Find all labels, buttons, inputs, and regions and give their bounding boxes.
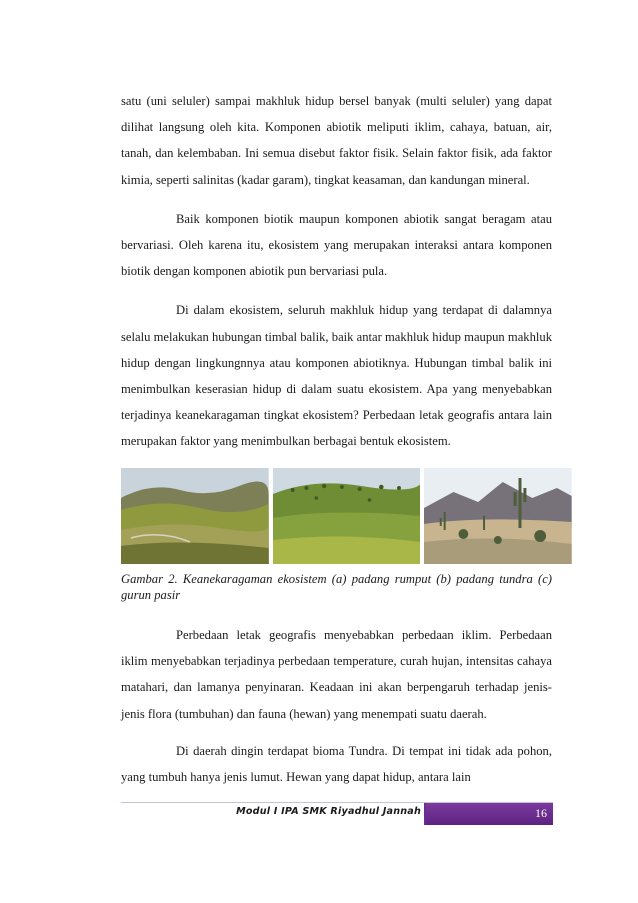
paragraph-5: Di daerah dingin terdapat bioma Tundra. Di tempat ini tidak ada pohon, yang tumbuh hanya jenis lumut. Hewan yang dapat hidup, antara lain	[121, 743, 552, 785]
page-number: 16	[535, 806, 547, 820]
paragraph-3: Di dalam ekosistem, seluruh makhluk hidup yang terdapat di dalamnya selalu melakukan hubungan timbal balik, baik antar makhluk hidup maupun makhluk hidup dengan lingkungnnya atau komponen abiotiknya. Hubungan timbal balik ini menimbulkan keserasian hidup di dalam suatu ekosistem. Apa yang menyebabkan terjadinya keanekaragaman tingkat ekosistem? Perbedaan letak geografis antara lain merupakan faktor yang menimbulkan berbagai bentuk ekosistem.	[121, 303, 552, 449]
desert-photo	[424, 468, 572, 564]
grassland-photo	[121, 468, 269, 564]
footer-page-box	[426, 803, 553, 825]
paragraph-1: satu (uni seluler) sampai makhluk hidup bersel banyak (multi seluler) yang dapat dilihat langsung oleh kita. Komponen abiotik meliputi iklim, cahaya, batuan, air, tanah, dan kelembaban. Ini semua disebut faktor fisik. Selain faktor fisik, ada faktor kimia, seperti salinitas (kadar garam), tingkat keasaman, dan kandungan mineral.	[121, 94, 552, 187]
paragraph-4: Perbedaan letak geografis menyebabkan perbedaan iklim. Perbedaan iklim menyebabkan terjadinya perbedaan temperature, curah hujan, intensitas cahaya matahari, dan lamanya penyinaran. Keadaan ini akan berpengaruh terhadap jenis-jenis flora (tumbuhan) dan fauna (hewan) yang menempati suatu daerah.	[121, 628, 552, 721]
body-text-top	[121, 88, 552, 455]
body-text-bottom	[121, 622, 552, 790]
footer-module-title: Modul I IPA SMK Riyadhul Jannah	[236, 806, 421, 817]
figure-caption: Gambar 2. Keanekaragaman ekosistem (a) padang rumput (b) padang tundra (c) gurun pasir	[121, 572, 552, 602]
page-footer	[121, 802, 553, 827]
tundra-photo	[273, 468, 421, 564]
paragraph-2: Baik komponen biotik maupun komponen abiotik sangat beragam atau bervariasi. Oleh karena itu, ekosistem yang merupakan interaksi antara komponen biotik dengan komponen abiotik pun bervariasi pula.	[121, 211, 552, 279]
ecosystem-figure	[121, 468, 572, 564]
